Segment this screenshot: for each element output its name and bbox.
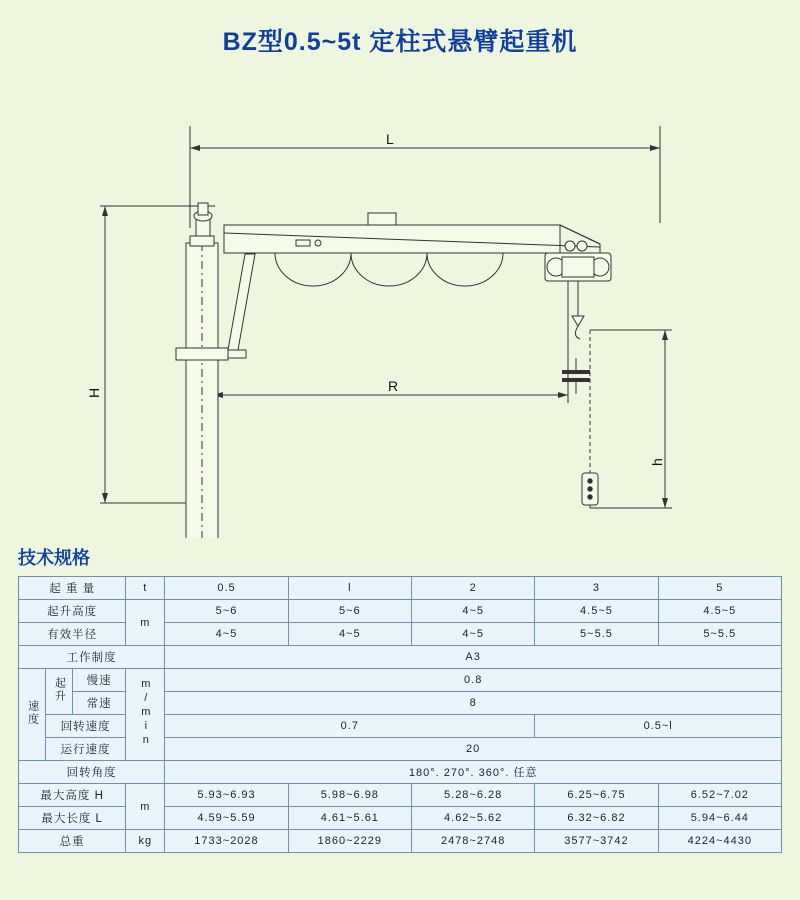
cell: 6.25~6.75: [535, 784, 658, 807]
label-h: h: [649, 458, 665, 466]
cell: 4~5: [165, 623, 288, 646]
row-label: 最大长度 L: [19, 807, 126, 830]
table-row: [19, 669, 782, 692]
cell: 4.5~5: [535, 600, 658, 623]
cell: 6.32~6.82: [535, 807, 658, 830]
row-label: 起升高度: [19, 600, 126, 623]
cell: 2: [411, 577, 534, 600]
cell: A3: [165, 646, 782, 669]
group-lift: 起升: [46, 669, 73, 715]
cell: 4~5: [288, 623, 411, 646]
cell: 3577~3742: [535, 830, 658, 853]
table-row: [19, 600, 782, 623]
cell: 1860~2229: [288, 830, 411, 853]
row-label: 总重: [19, 830, 126, 853]
cell: 5~5.5: [535, 623, 658, 646]
row-label: 回转速度: [46, 715, 126, 738]
cell: 5.93~6.93: [165, 784, 288, 807]
row-label: 起 重 量: [19, 577, 126, 600]
label-H: H: [86, 387, 102, 398]
row-label: 常速: [73, 692, 126, 715]
cell: 2478~2748: [411, 830, 534, 853]
spec-table: [18, 576, 782, 853]
row-unit: kg: [126, 830, 165, 853]
cell: 4224~4430: [658, 830, 781, 853]
row-unit: m: [126, 600, 165, 646]
cell: 20: [165, 738, 782, 761]
table-row: [19, 830, 782, 853]
cell: l: [288, 577, 411, 600]
cell: 3: [535, 577, 658, 600]
table-row: [19, 577, 782, 600]
row-label: 回转角度: [19, 761, 165, 784]
cell: 5~6: [165, 600, 288, 623]
cell: 4.62~5.62: [411, 807, 534, 830]
cell: 5~5.5: [658, 623, 781, 646]
page-title: BZ型0.5~5t 定柱式悬臂起重机: [222, 28, 578, 56]
cell: 4.5~5: [658, 600, 781, 623]
cell: 4.61~5.61: [288, 807, 411, 830]
cell: 5~6: [288, 600, 411, 623]
cell: 0.7: [165, 715, 535, 738]
cell: 5.28~6.28: [411, 784, 534, 807]
cell: 4.59~5.59: [165, 807, 288, 830]
crane-diagram: [0, 58, 800, 538]
row-label: 工作制度: [19, 646, 165, 669]
cell: 4~5: [411, 600, 534, 623]
cell: 0.5~l: [535, 715, 782, 738]
cell: 180°. 270°. 360°. 任意: [165, 761, 782, 784]
cell: 5.98~6.98: [288, 784, 411, 807]
row-label: 有效半径: [19, 623, 126, 646]
row-label: 运行速度: [46, 738, 126, 761]
cell: 8: [165, 692, 782, 715]
cell: 1733~2028: [165, 830, 288, 853]
cell: 0.5: [165, 577, 288, 600]
row-unit: m: [126, 784, 165, 830]
cell: 5: [658, 577, 781, 600]
cell: 6.52~7.02: [658, 784, 781, 807]
cell: 5.94~6.44: [658, 807, 781, 830]
group-speed: 速度: [19, 669, 46, 761]
row-unit: t: [126, 577, 165, 600]
table-row: [19, 784, 782, 807]
label-R: R: [388, 378, 399, 394]
label-L: L: [386, 131, 394, 147]
table-row: [19, 646, 782, 669]
cell: 4~5: [411, 623, 534, 646]
spec-heading: 技术规格: [18, 548, 90, 568]
row-label: 慢速: [73, 669, 126, 692]
table-row: [19, 761, 782, 784]
row-unit: m/min: [126, 669, 165, 761]
cell: 0.8: [165, 669, 782, 692]
row-label: 最大高度 H: [19, 784, 126, 807]
